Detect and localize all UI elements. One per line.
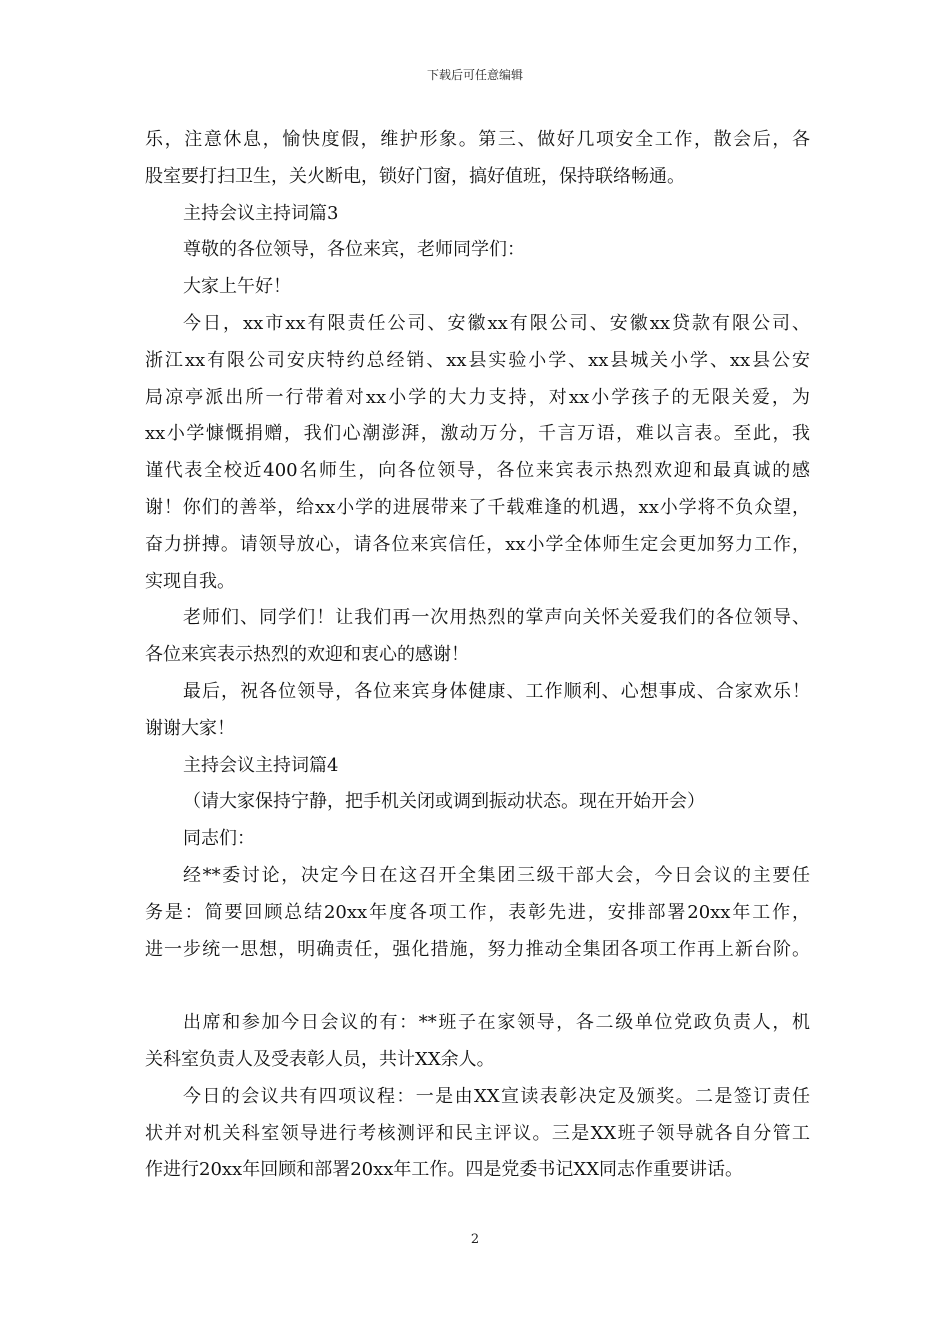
section-heading: 主持会议主持词篇3 [183,202,339,224]
paragraph-line: 同志们： [183,828,255,850]
paragraph-line: 出席和参加今日会议的有：**班子在家领导，各二级单位党政负责人，机 [183,1012,810,1034]
paragraph-line: 今日，xx市xx有限责任公司、安徽xx有限公司、安徽xx贷款有限公司、 [183,312,810,334]
paragraph-line: 务是：简要回顾总结20xx年度各项工作，表彰先进，安排部署20xx年工作， [145,901,810,923]
page-number: 2 [470,1232,480,1247]
paragraph-line: 最后，祝各位领导，各位来宾身体健康、工作顺利、心想事成、合家欢乐！ [183,680,810,702]
paragraph-line: 谢！你们的善举，给xx小学的进展带来了千载难逢的机遇，xx小学将不负众望， [145,496,810,518]
paragraph-line: 实现自我。 [145,570,235,592]
paragraph-line: 状并对机关科室领导进行考核测评和民主评议。三是XX班子领导就各自分管工 [145,1122,810,1144]
paragraph-line: 乐，注意休息，愉快度假，维护形象。第三、做好几项安全工作，散会后，各 [145,129,810,150]
paragraph-line: 浙江xx有限公司安庆特约总经销、xx县实验小学、xx县城关小学、xx县公安 [145,349,810,371]
paragraph-line: 股室要打扫卫生，关火断电，锁好门窗，搞好值班，保持联络畅通。 [145,165,685,187]
section-heading: 主持会议主持词篇4 [183,754,339,776]
paragraph-line: 谢谢大家！ [145,717,235,739]
paragraph-line: 大家上午好！ [183,276,291,298]
paragraph-gap [145,968,810,1005]
paragraph-line: 老师们、同学们！让我们再一次用热烈的掌声向关怀关爱我们的各位领导、 [183,607,810,629]
paragraph-line: 各位来宾表示热烈的欢迎和衷心的感谢！ [145,644,469,666]
paragraph-line: 今日的会议共有四项议程：一是由XX宣读表彰决定及颁奖。二是签订责任 [183,1085,810,1107]
page-header: 下载后可任意编辑 [426,68,523,82]
paragraph-line: （请大家保持宁静，把手机关闭或调到振动状态。现在开始开会） [183,791,705,813]
paragraph-line: 作进行20xx年回顾和部署20xx年工作。四是党委书记XX同志作重要讲话。 [145,1159,744,1181]
paragraph-line: 关科室负责人及受表彰人员，共计XX余人。 [145,1048,495,1070]
paragraph-line: 局凉亭派出所一行带着对xx小学的大力支持，对xx小学孩子的无限关爱，为 [145,386,810,408]
paragraph-line: 经**委讨论，决定今日在这召开全集团三级干部大会，今日会议的主要任 [183,864,810,886]
paragraph-line: 谨代表全校近400名师生，向各位领导，各位来宾表示热烈欢迎和最真诚的感 [145,460,810,482]
paragraph-line: 进一步统一思想，明确责任，强化措施，努力推动全集团各项工作再上新台阶。 [145,938,810,960]
paragraph-line: xx小学慷慨捐赠，我们心潮澎湃，激动万分，千言万语，难以言表。至此，我 [145,423,810,445]
document-body [145,122,810,1189]
paragraph-line: 奋力拼搏。请领导放心，请各位来宾信任，xx小学全体师生定会更加努力工作， [145,533,810,555]
paragraph-line: 尊敬的各位领导，各位来宾，老师同学们： [183,239,525,261]
